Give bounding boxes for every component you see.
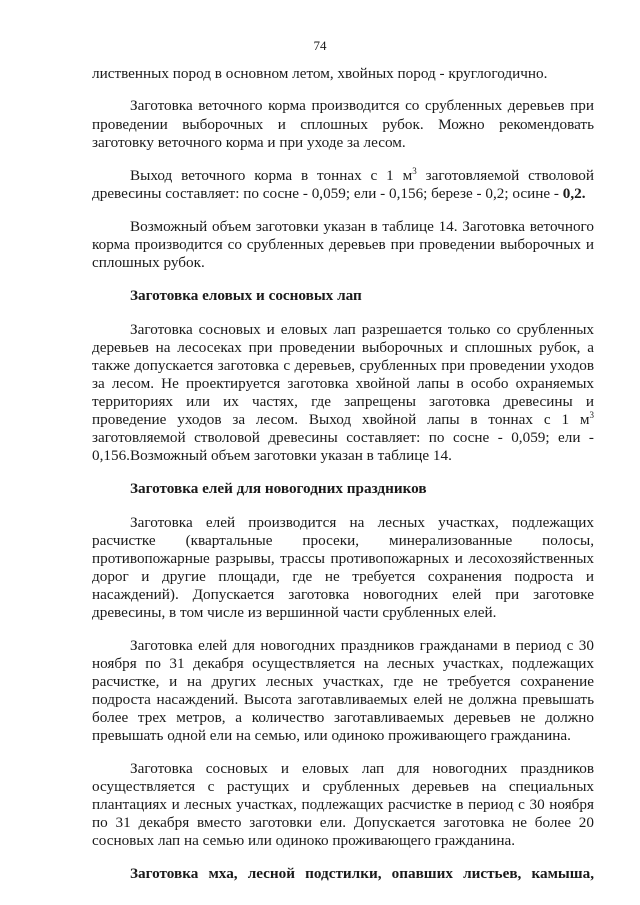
text-line: дорог и другие площади, где не требуется сохранения подроста и (92, 568, 594, 585)
superscript: 3 (589, 410, 594, 420)
text-line: проведении выборочных и сплошных рубок. Можно рекомендовать (92, 116, 594, 133)
text-line: Заготовка елей производится на лесных участках, подлежащих (130, 514, 594, 531)
text-line: за лесом. Не проектируется заготовка хвойной лапы в особо охраняемых (92, 375, 594, 392)
text-line: территориях или их частях, где запрещены заготовка древесины и (92, 393, 594, 410)
section-heading: Заготовка еловых и сосновых лап (130, 287, 362, 304)
text-run: 0,2. (562, 185, 586, 202)
text-line: расчистке, и на других лесных участках, где не требуется сохранение (92, 673, 594, 690)
text-line: подроста насаждений. Высота заготавливаемых елей не должна превышать (92, 691, 594, 708)
text-line: по 31 декабря вместо заготовки ели. Допускается заготовка не более 20 (92, 814, 594, 831)
text-run: древесины составляет: по сосне - 0,059; ели - 0,156; березе - 0,2; осине - (92, 185, 563, 202)
text-line: превышать одной ели на семью, или одиноко проживающего гражданина. (92, 727, 571, 744)
text-line: осуществляется с растущих и срубленных деревьев на специальных (92, 778, 594, 795)
text-line: Заготовка веточного корма производится со срубленных деревьев при (130, 97, 594, 114)
text-line: заготовку веточного корма и при уходе за лесом. (92, 134, 406, 151)
text-line: заготовляемой стволовой древесины составляет: по сосне - 0,059; ели - (92, 429, 594, 446)
text-run: Выход веточного корма в тоннах с 1 м (130, 167, 413, 184)
text-line: более трех метров, а количество заготавливаемых деревьев не должно (92, 709, 594, 726)
text-line: древесины, в том числе из вершинной части срубленных елей. (92, 604, 497, 621)
section-heading: Заготовка елей для новогодних праздников (130, 480, 427, 497)
text-line: Заготовка сосновых и еловых лап для новогодних праздников (130, 760, 594, 777)
text-line (92, 412, 594, 429)
text-line (92, 186, 594, 203)
text-line: деревьев на лесосеках при проведении выборочных и сплошных рубок, а (92, 339, 594, 356)
text-line: 0,156.Возможный объем заготовки указан в таблице 14. (92, 447, 452, 464)
text-line: плантациях и лесных участках, подлежащих расчистке в период с 30 ноября (92, 796, 594, 813)
text-line: противопожарные разрывы, трассы противопожарных и лесохозяйственных (92, 550, 594, 567)
text-line: Заготовка сосновых и еловых лап разрешается только со срубленных (130, 321, 594, 338)
text-run: заготовляемой стволовой (416, 167, 594, 184)
text-run: проведение уходов за лесом. Выход хвойной лапы в тоннах с 1 м (92, 411, 590, 428)
text-line: расчистке (квартальные просеки, минерализованные полосы, (92, 532, 594, 549)
superscript: 3 (412, 166, 417, 176)
text-line: лиственных пород в основном летом, хвойных пород - круглогодично. (92, 65, 548, 82)
page-number: 74 (313, 38, 327, 53)
text-line: Возможный объем заготовки указан в таблице 14. Заготовка веточного (130, 218, 594, 235)
text-line: сплошных рубок. (92, 254, 205, 271)
section-heading: Заготовка мха, лесной подстилки, опавших листьев, камыша, (130, 865, 594, 882)
text-line (130, 168, 594, 185)
text-line: также допускается заготовка с деревьев, срубленных при проведении уходов (92, 357, 594, 374)
text-line: сосновых лап на семью или одиноко проживающего гражданина. (92, 832, 516, 849)
text-line: Заготовка елей для новогодних праздников гражданами в период с 30 (130, 637, 594, 654)
text-line: корма производится со срубленных деревьев при проведении выборочных и (92, 236, 594, 253)
text-line: насаждений). Допускается заготовка новогодних елей при заготовке (92, 586, 594, 603)
text-line: ноября по 31 декабря осуществляется на лесных участках, подлежащих (92, 655, 594, 672)
